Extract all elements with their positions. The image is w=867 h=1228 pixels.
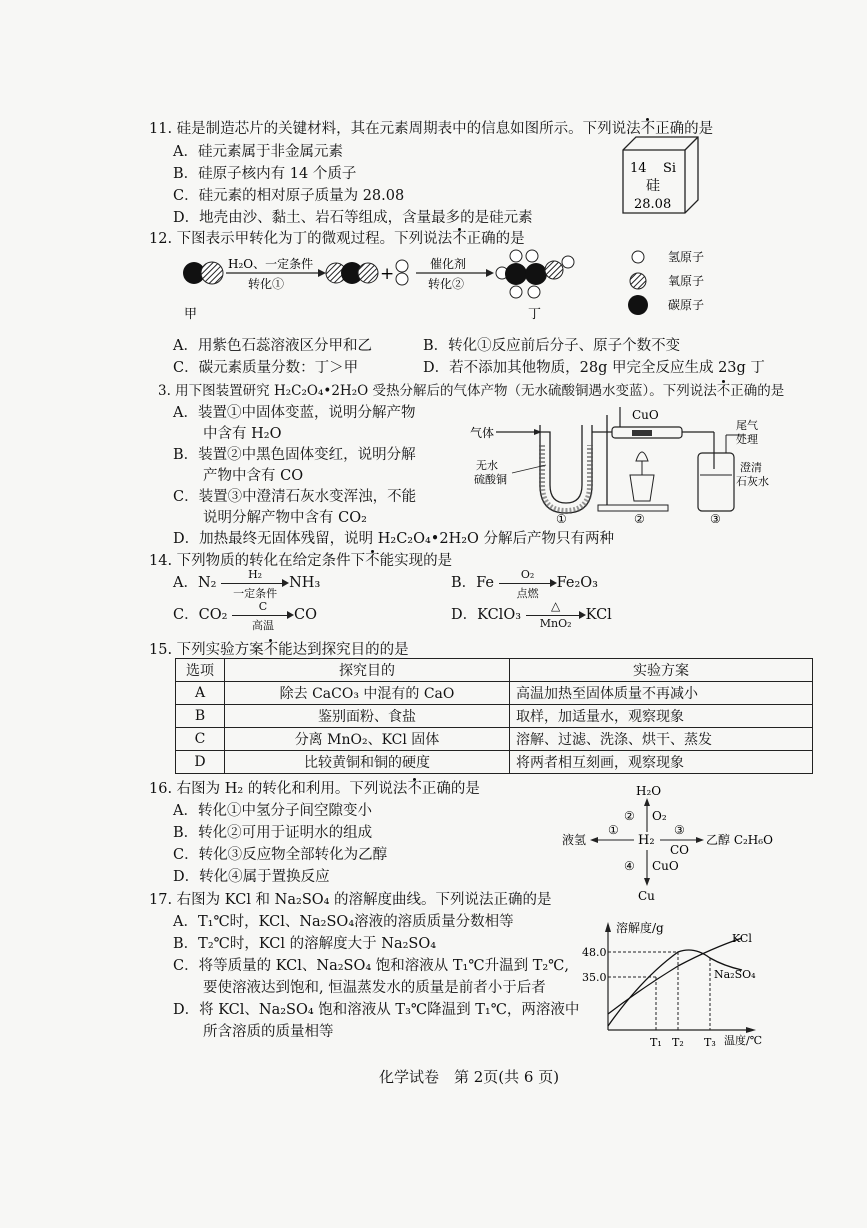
svg-text:乙醇 C₂H₆O: 乙醇 C₂H₆O <box>706 833 773 847</box>
svg-text:③: ③ <box>710 512 721 523</box>
q13-stem: 3. 用下图装置研究 H₂C₂O₄•2H₂O 受热分解后的气体产物（无水硫酸铜遇水变蓝）。下列说法不正确的是 <box>158 383 785 399</box>
table-header-row: 选项 探究目的 实验方案 <box>176 659 813 682</box>
q17-stem: 17. 右图为 KCl 和 Na₂SO₄ 的溶解度曲线。下列说法正确的是 <box>149 892 552 908</box>
table-row: C 分离 MnO₂、KCl 固体 溶解、过滤、洗涤、烘干、蒸发 <box>176 728 813 751</box>
svg-text:O₂: O₂ <box>652 809 667 823</box>
table-row: B 鉴别面粉、食盐 取样，加适量水，观察现象 <box>176 705 813 728</box>
q17-option-d-line2: 所含溶质的质量相等 <box>203 1024 334 1040</box>
svg-text:处理: 处理 <box>736 433 758 446</box>
q13-option-b-line1: B．装置②中黑色固体变红，说明分解 <box>173 447 416 463</box>
svg-text:气体: 气体 <box>470 426 495 440</box>
svg-text:H₂: H₂ <box>638 833 655 848</box>
svg-text:②: ② <box>624 809 635 823</box>
svg-text:石灰水: 石灰水 <box>736 475 769 488</box>
svg-text:硫酸铜: 硫酸铜 <box>474 473 507 486</box>
svg-text:H₂O: H₂O <box>636 784 662 798</box>
q11-stem: 11. 硅是制造芯片的关键材料，其在元素周期表中的信息如图所示。下列说法不正确的是 <box>149 121 714 137</box>
table-row: A 除去 CaCO₃ 中混有的 CaO 高温加热至固体质量不再减小 <box>176 682 813 705</box>
q14-option-a: A．N₂ H₂ 一定条件 NH₃ <box>173 568 321 600</box>
q11-option-d: D．地壳由沙、黏土、岩石等组成，含量最多的是硅元素 <box>173 210 533 226</box>
svg-text:CuO: CuO <box>652 859 679 873</box>
label-ding: 丁 <box>528 307 542 322</box>
svg-text:KCl: KCl <box>732 932 752 945</box>
svg-text:CO: CO <box>670 843 690 857</box>
q13-option-d: D．加热最终无固体残留，说明 H₂C₂O₄•2H₂O 分解后产物只有两种 <box>173 531 615 547</box>
q12-option-d: D．若不添加其他物质，28g 甲完全反应生成 23g 丁 <box>423 360 765 376</box>
q17-option-c-line2: 要使溶液达到饱和, 恒温蒸发水的质量是前者小于后者 <box>203 980 546 996</box>
q11-option-c: C．硅元素的相对原子质量为 28.08 <box>173 188 405 204</box>
q13-option-c-line2: 说明分解产物中含有 CO₂ <box>203 510 367 526</box>
svg-text:澄清: 澄清 <box>740 461 762 474</box>
label-jia: 甲 <box>184 307 198 322</box>
oxygen-atom <box>201 262 223 284</box>
q16-h2-diagram <box>560 782 775 904</box>
svg-text:T₂: T₂ <box>672 1036 684 1049</box>
svg-text:T₃: T₃ <box>704 1036 716 1049</box>
legend-carbon: 碳原子 <box>668 298 705 312</box>
svg-text:①: ① <box>608 823 619 837</box>
svg-text:CuO: CuO <box>632 408 659 422</box>
svg-text:Cu: Cu <box>638 889 655 903</box>
svg-text:溶解度/g: 溶解度/g <box>616 921 664 935</box>
page-footer: 化学试卷 第 2页(共 6 页) <box>379 1068 560 1086</box>
svg-text:35.0: 35.0 <box>582 971 607 984</box>
q16-option-d: D．转化④属于置换反应 <box>173 869 330 885</box>
q12-option-c: C．碳元素质量分数：丁＞甲 <box>173 360 359 376</box>
q17-option-c-line1: C．将等质量的 KCl、Na₂SO₄ 饱和溶液从 T₁℃升温到 T₂℃, <box>173 958 570 974</box>
svg-text:液氢: 液氢 <box>562 833 587 847</box>
svg-text:②: ② <box>634 512 645 523</box>
q16-stem: 16. 右图为 H₂ 的转化和利用。下列说法不正确的是 <box>149 781 480 797</box>
q13-apparatus-diagram <box>462 405 792 523</box>
arrow2-condition-bottom: 转化② <box>428 277 465 291</box>
q14-option-b: B．Fe O₂ 点燃 Fe₂O₃ <box>451 568 598 600</box>
q13-option-c-line1: C．装置③中澄清石灰水变浑浊，不能 <box>173 489 417 505</box>
legend-hydrogen: 氢原子 <box>668 250 705 264</box>
q13-option-b-line2: 产物中含有 CO <box>203 468 304 484</box>
q12-micro-process-diagram <box>176 248 596 326</box>
q14-option-c: C．CO₂ C 高温 CO <box>173 600 317 632</box>
si-name: 硅 <box>646 178 660 194</box>
arrow2-condition-top: 催化剂 <box>430 257 467 271</box>
q12-stem: 12. 下图表示甲转化为丁的微观过程。下列说法不正确的是 <box>149 231 525 247</box>
silicon-element-cell <box>620 134 700 216</box>
svg-text:①: ① <box>556 512 567 523</box>
legend-oxygen: 氧原子 <box>668 274 705 288</box>
q15-stem: 15. 下列实验方案不能达到探究目的的是 <box>149 642 409 658</box>
arrow1-condition-bottom: 转化① <box>248 277 285 291</box>
si-atomic-number: 14 <box>630 161 647 176</box>
svg-text:尾气: 尾气 <box>736 419 758 432</box>
table-row: D 比较黄铜和铜的硬度 将两者相互刻画，观察现象 <box>176 751 813 774</box>
plus-sign: + <box>380 264 395 284</box>
q13-option-a-line1: A．装置①中固体变蓝，说明分解产物 <box>173 405 416 421</box>
svg-text:48.0: 48.0 <box>582 946 607 959</box>
si-symbol: Si <box>663 161 677 176</box>
q16-option-c: C．转化③反应物全部转化为乙醇 <box>173 847 388 863</box>
na2so4-curve <box>608 950 742 1026</box>
q11-option-b: B．硅原子核内有 14 个质子 <box>173 166 357 182</box>
svg-text:T₁: T₁ <box>650 1036 662 1049</box>
q17-option-d-line1: D．将 KCl、Na₂SO₄ 饱和溶液从 T₃℃降温到 T₁℃，两溶液中 <box>173 1002 580 1018</box>
q15-table <box>175 658 813 774</box>
si-atomic-mass: 28.08 <box>634 197 672 212</box>
q12-option-b: B．转化①反应前后分子、原子个数不变 <box>423 338 681 354</box>
arrow1-condition-top: H₂O、一定条件 <box>228 257 314 271</box>
q17-option-a: A．T₁℃时，KCl、Na₂SO₄溶液的溶质质量分数相等 <box>173 914 514 930</box>
q17-option-b: B．T₂℃时，KCl 的溶解度大于 Na₂SO₄ <box>173 936 437 952</box>
q14-option-d: D．KClO₃ △ MnO₂ KCl <box>451 599 612 630</box>
q17-solubility-graph <box>582 918 782 1050</box>
svg-text:温度/℃: 温度/℃ <box>724 1034 763 1047</box>
q12-option-a: A．用紫色石蕊溶液区分甲和乙 <box>173 338 372 354</box>
q14-stem: 14. 下列物质的转化在给定条件下不能实现的是 <box>149 553 453 569</box>
svg-text:④: ④ <box>624 859 635 873</box>
svg-text:Na₂SO₄: Na₂SO₄ <box>714 968 756 981</box>
q16-option-b: B．转化②可用于证明水的组成 <box>173 825 373 841</box>
q16-option-a: A．转化①中氢分子间空隙变小 <box>173 803 372 819</box>
q12-legend <box>628 247 738 323</box>
q13-option-a-line2: 中含有 H₂O <box>203 426 282 442</box>
q11-option-a: A．硅元素属于非金属元素 <box>173 144 343 160</box>
svg-text:无水: 无水 <box>476 459 498 472</box>
svg-text:③: ③ <box>674 823 685 837</box>
